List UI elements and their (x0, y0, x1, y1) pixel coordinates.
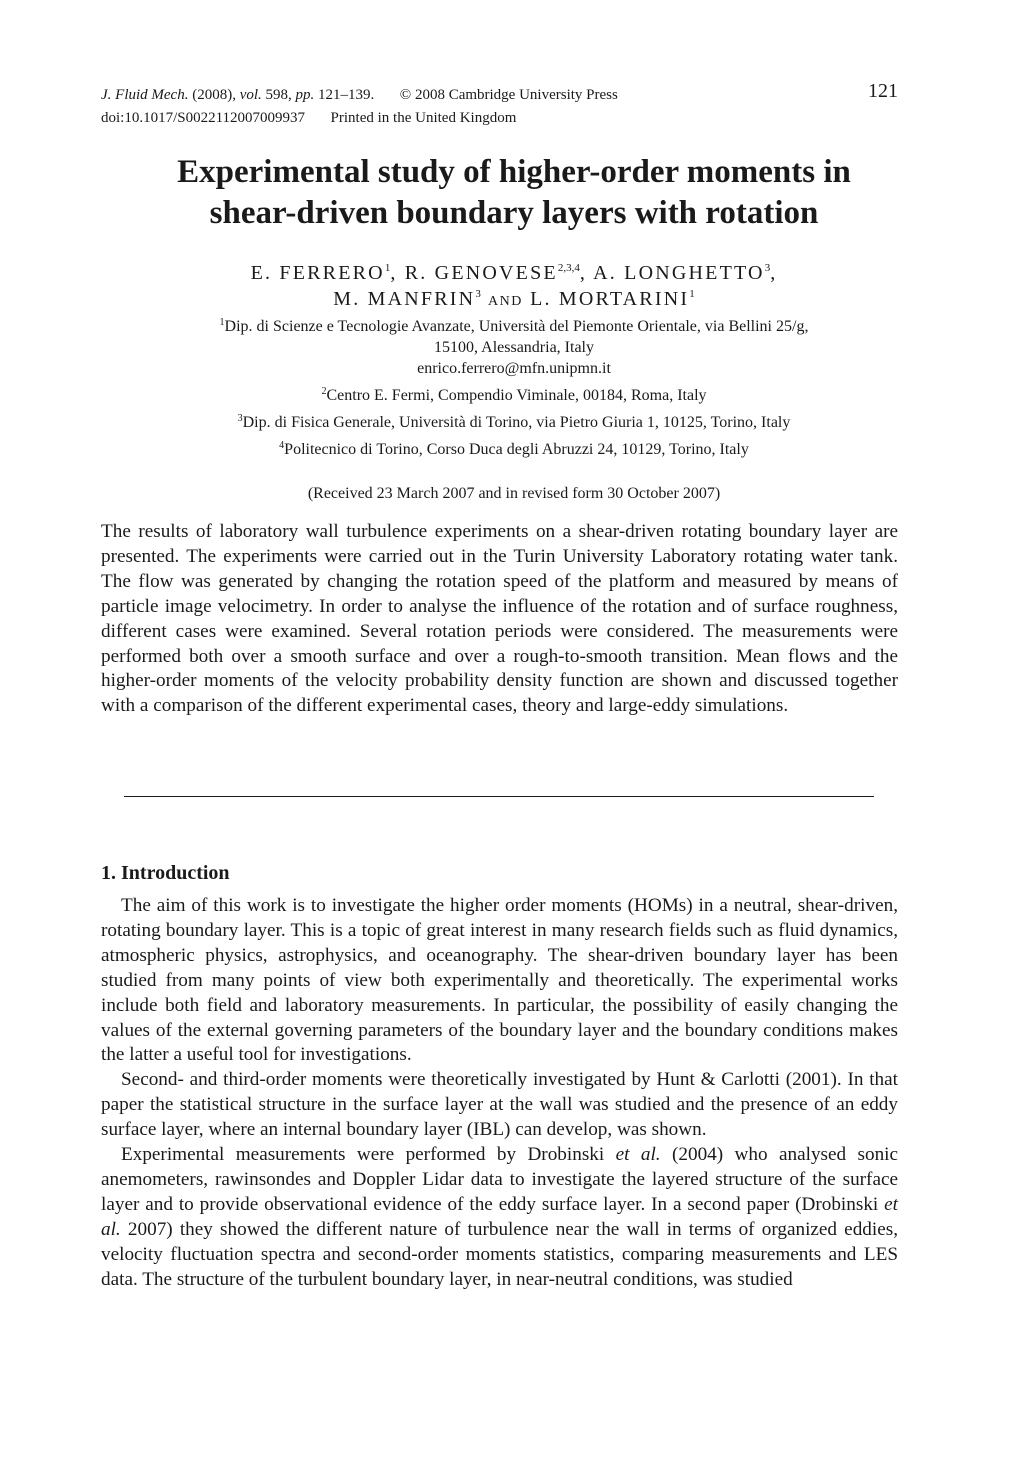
title-line-1: Experimental study of higher-order moments in (177, 154, 851, 190)
paragraph-2: Second- and third-order moments were theoretically investigated by Hunt & Carlotti (2001). In that paper the statistical structure in the surface layer at the wall was studied and the presence of an eddy surface layer, where an internal boundary layer (IBL) can develop, was shown. (101, 1069, 898, 1141)
journal-year: (2008), (192, 87, 236, 103)
affiliation-4 (60, 439, 968, 460)
citation-etal: et al. (101, 1193, 899, 1240)
running-head (101, 84, 898, 130)
doi-text: doi:10.1017/S0022112007009937 (101, 110, 306, 126)
author-affil-sup: 1 (689, 288, 695, 300)
affiliation-text: Dip. di Fisica Generale, Università di Torino, via Pietro Giuria 1, 10125, Torino, Italy (242, 414, 791, 431)
paragraph-1: The aim of this work is to investigate the higher order moments (HOMs) in a neutral, shear-driven, rotating boundary layer. This is a topic of great interest in many research fields such as fluid dynamics, atmospheric physics, astrophysics, and oceanography. The shear-driven boundary layer has been studied from many points of view both experimentally and theoretically. The experimental works include both field and laboratory measurements. In particular, the possibility of easily changing the values of the external governing parameters of the boundary layer and the boundary conditions makes the latter a useful tool for investigations. (101, 895, 898, 1066)
paragraph-text: 2007) they showed the different nature of turbulence near the wall in terms of organized eddies, velocity fluctuation spectra and second-order moments statistics, comparing measurements and LES data. The structure of the turbulent boundary layer, in near-neutral conditions, was studied (101, 1218, 899, 1290)
author-name: A. LONGHETTO (593, 262, 765, 284)
affiliation-1 (60, 316, 968, 379)
section-heading: 1. Introduction (101, 862, 230, 884)
affiliation-text: 15100, Alessandria, Italy (434, 339, 594, 356)
affiliations (60, 316, 968, 466)
affiliation-sup: 2 (321, 386, 327, 397)
journal-name: J. Fluid Mech. (101, 87, 189, 103)
author-name: M. MANFRIN (333, 288, 476, 310)
affiliation-text: Politecnico di Torino, Corso Duca degli Abruzzi 24, 10129, Torino, Italy (284, 441, 749, 458)
section-body (101, 894, 898, 1293)
volume-number: 598, (265, 87, 292, 103)
author-affil-sup: 1 (384, 262, 391, 274)
affiliation-text: Dip. di Scienze e Tecnologie Avanzate, Università del Piemonte Orientale, via Bellini 25/g, (224, 318, 809, 335)
abstract: The results of laboratory wall turbulence experiments on a shear-driven rotating boundary layer are presented. The experiments were carried out in the Turin University Laboratory rotating water tank. The flow was generated by changing the rotation speed of the platform and measured by means of particle image velocimetry. In order to analyse the influence of the rotation and of surface roughness, different cases were examined. Several rotation periods were considered. The measurements were performed both over a smooth surface and over a rough-to-smooth transition. Mean flows and the higher-order moments of the velocity probability density function are shown and discussed together with a comparison of the different experimental cases, theory and large-eddy simulations. (101, 521, 898, 717)
pages-range: 121–139. (318, 87, 375, 103)
author-email[interactable]: enrico.ferrero@mfn.unipmn.it (417, 360, 611, 377)
doi-line (101, 107, 898, 130)
author-list: E. FERRERO$^1$, R. GENOVESE$^{2,3,4}$, A. LONGHETTO$^3$, M. MANFRIN$^3$ AND L. MORTARINI$^1$ (250, 262, 778, 310)
author-affil-sup: 3 (764, 262, 771, 274)
author-affil-sup: 3 (475, 288, 481, 300)
affiliation-sup: 3 (237, 413, 243, 424)
printed-notice: Printed in the United Kingdom (330, 110, 517, 126)
author-name: E. FERRERO (250, 262, 385, 284)
citation-etal: et al. (615, 1144, 661, 1166)
paragraph-text: Experimental measurements were performed by Drobinski (121, 1144, 605, 1166)
abstract-divider (124, 796, 874, 797)
pages-label: pp. (295, 87, 315, 103)
affiliation-sup: 1 (219, 317, 225, 328)
affiliation-3 (60, 412, 968, 433)
author-name: L. MORTARINI (530, 288, 690, 310)
title-line-2: shear-driven boundary layers with rotation (209, 195, 819, 231)
copyright-notice: © 2008 Cambridge University Press (399, 87, 618, 103)
paper-title (60, 152, 968, 234)
paragraph-text: (2004) who analysed sonic anemometers, rawinsondes and Doppler Lidar data to investigate the layered structure of the surface layer and to provide observational evidence of the eddy surface layer. In a second paper (Drobinski (101, 1144, 899, 1215)
affiliation-2 (60, 385, 968, 406)
paragraph-3 (101, 1143, 898, 1292)
author-and: AND (488, 294, 523, 309)
page-number: 121 (868, 80, 898, 102)
affiliation-sup: 4 (279, 440, 285, 451)
volume-label: vol. (239, 87, 262, 103)
citation-line (101, 84, 898, 107)
affiliation-text: Centro E. Fermi, Compendio Viminale, 00184, Roma, Italy (326, 387, 707, 404)
author-name: R. GENOVESE (404, 262, 558, 284)
received-dates: (Received 23 March 2007 and in revised form 30 October 2007) (307, 485, 721, 502)
author-affil-sup: 2,3,4 (557, 262, 580, 274)
